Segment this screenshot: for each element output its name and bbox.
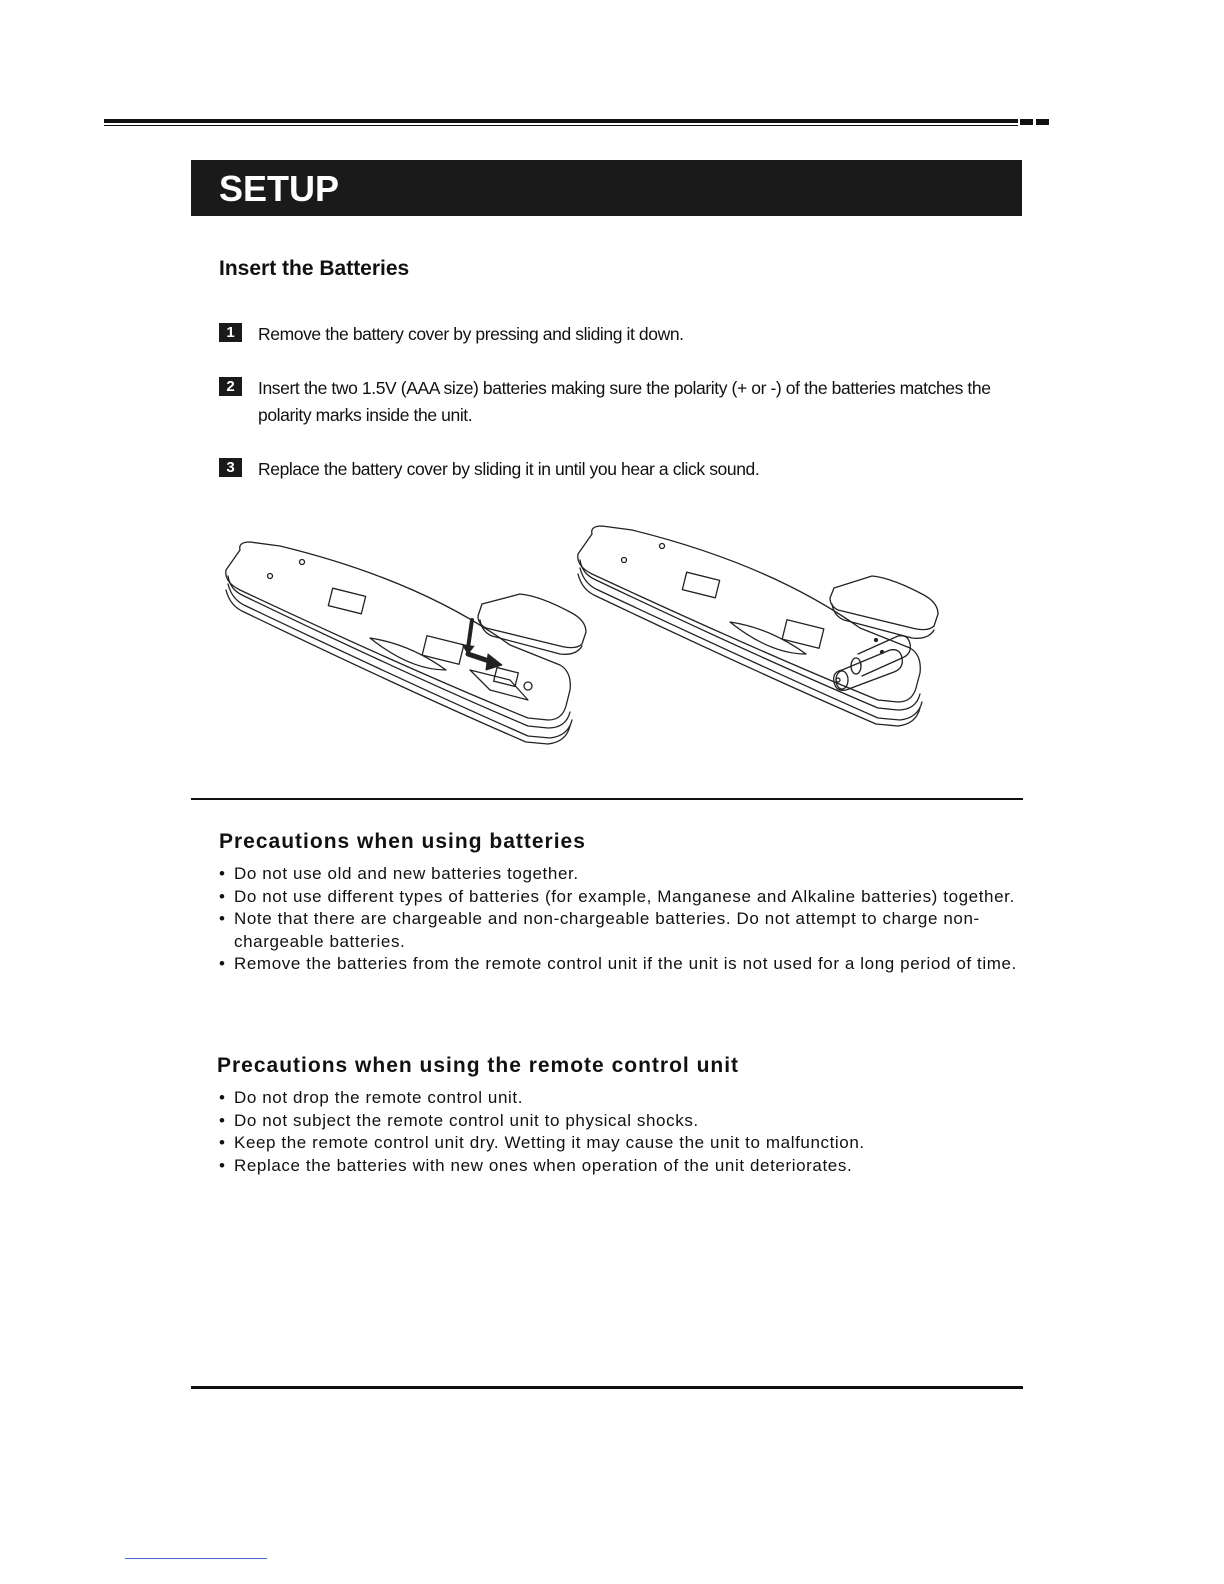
list-item: • Do not drop the remote control unit. <box>219 1087 1019 1110</box>
battery-precautions-heading: Precautions when using batteries <box>219 830 586 853</box>
list-item: • Do not subject the remote control unit to physical shocks. <box>219 1110 1019 1133</box>
list-item: • Remove the batteries from the remote control unit if the unit is not used for a long period of time. <box>219 953 1019 976</box>
battery-cover <box>478 594 586 654</box>
step-text-3: Replace the battery cover by sliding it in until you hear a click sound. <box>258 459 760 479</box>
step-number-3: 3 <box>219 458 242 477</box>
list-item: • Do not use different types of batteries (for example, Manganese and Alkaline batteries) together. <box>219 886 1019 909</box>
insert-batteries-heading: Insert the Batteries <box>219 257 410 280</box>
remote-control-closed <box>226 542 586 744</box>
step-text-2: Insert the two 1.5V (AAA size) batteries making sure the polarity (+ or -) of the batteries matches the polarity marks inside the unit. <box>258 378 991 425</box>
remote-precautions-list <box>219 1087 1019 1177</box>
list-item: • Note that there are chargeable and non-chargeable batteries. Do not attempt to charge non-chargeable batteries. <box>219 908 1019 953</box>
top-rule-tab <box>1020 119 1033 125</box>
step-number-2: 2 <box>219 377 242 396</box>
remote-control-open <box>578 526 938 726</box>
top-rule-tab <box>1036 119 1049 125</box>
battery-precautions-list <box>219 863 1019 976</box>
footer-rule <box>191 1386 1023 1389</box>
section-divider <box>191 798 1023 800</box>
step-text-1: Remove the battery cover by pressing and sliding it down. <box>258 324 684 344</box>
footer-link-underline <box>125 1558 267 1559</box>
remote-precautions-heading: Precautions when using the remote control unit <box>217 1054 740 1077</box>
list-item: • Do not use old and new batteries together. <box>219 863 1019 886</box>
battery-cover-removed <box>830 576 938 638</box>
step-number-1: 1 <box>219 323 242 342</box>
list-item: • Keep the remote control unit dry. Wetting it may cause the unit to malfunction. <box>219 1132 1019 1155</box>
top-rule-thin <box>104 125 1018 126</box>
setup-banner: SETUP <box>191 160 1022 216</box>
top-rule <box>104 119 1018 123</box>
list-item: • Replace the batteries with new ones when operation of the unit deteriorates. <box>219 1155 1019 1178</box>
battery-illustration <box>210 520 970 760</box>
